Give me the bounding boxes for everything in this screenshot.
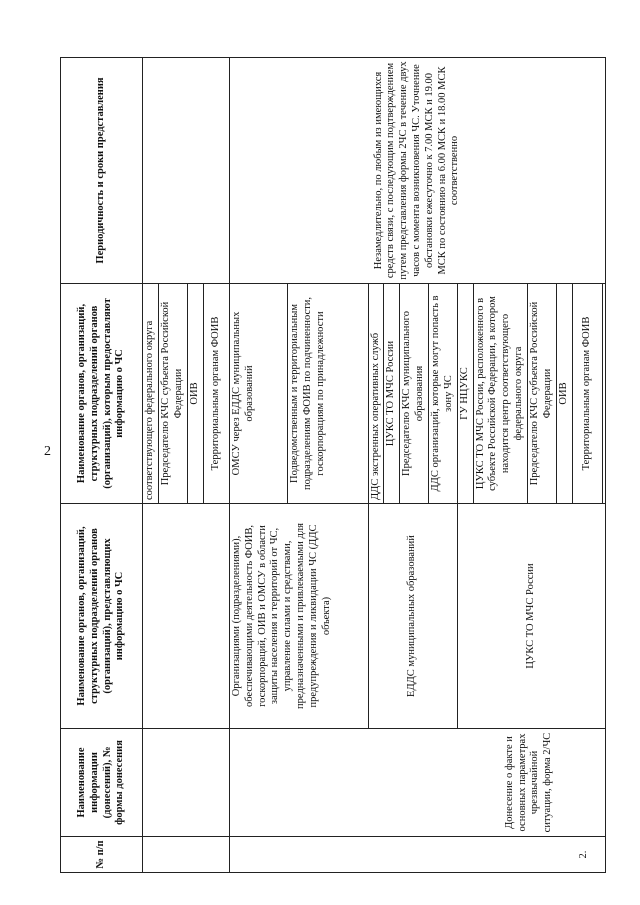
receiver-cell: Территориальным органам ФОИВ (203, 284, 229, 504)
receiver-cell: ГУ НЦУКС (457, 284, 473, 504)
receiver-cell: Подведомственным и территориальным подразделениям ФОИВ по подчиненности, госкорпорациям по принадлежности (288, 284, 368, 504)
report-name: Донесение о факте и основных параметрах чрезвычайной ситуации, форма 2/ЧС (229, 729, 605, 837)
presenter-edds: ЕДДС муниципальных образований (368, 504, 457, 729)
rotated-table-page (60, 58, 606, 873)
header-num: № п/п (61, 837, 143, 873)
table-row (229, 58, 287, 873)
header-presenters: Наименование органов, организаций, структурных подразделений органов (организаций), представляющих информацию о ЧС (61, 504, 143, 729)
receiver-cell: ДДС организаций, которые могут попасть в зону ЧС (429, 284, 458, 504)
receiver-cell: соответствующего федерального округа (143, 284, 159, 504)
header-info: Наименование информации (донесений), № формы донесения (61, 729, 143, 837)
header-period: Периодичность и сроки представления (61, 58, 143, 284)
receiver-cell: Председателю КЧС субъекта Российской Федерации (159, 284, 188, 504)
receiver-cell: Территориальным органам ФОИВ (572, 284, 602, 504)
receiver-cell: ОИВ (556, 284, 572, 504)
receiver-cell: ЦУКС ТО МЧС России (384, 284, 400, 504)
receiver-cell: ЦУКС ТО МЧС России, расположенного в субъекте Российской Федерации, в котором находится центр соответствующего федерального округа (473, 284, 527, 504)
row-number: 2. (229, 837, 605, 873)
reporting-table (60, 57, 606, 873)
receiver-cell: ОИВ (187, 284, 203, 504)
header-row (61, 58, 143, 873)
receiver-cell: Председателю КЧС субъекта Российской Федерации (528, 284, 557, 504)
receiver-cell: Председателю КЧС муниципального образования (400, 284, 429, 504)
page-number: 2 (44, 444, 51, 459)
presenter-cuks: ЦУКС ТО МЧС России (457, 504, 605, 729)
period-cell: Незамедлительно, по любым из имеющихся средств связи, с последующим подтверждением путем представления формы 2ЧС в течение двух часов с момента возникновения ЧС. Уточнение обстановки ежесуточно к 7.00 МСК и 19.00 МСК по состоянию на 6.00 МСК и 18.00 МСК соответственно (229, 58, 605, 284)
receiver-cell: ДДС экстренных оперативных служб (368, 284, 384, 504)
table-row (143, 58, 159, 873)
presenter-org: Организациями (подразделениями), обеспечивающими деятельность ФОИВ, госкорпораций, ОИВ и ОМСУ в области защиты населения и территорий от ЧС, управление силами и средствами, предназначенными и привлекаемыми для предупреждения и ликвидации ЧС (ДДС объекта) (229, 504, 368, 729)
header-receivers: Наименование органов, организаций, структурных подразделений органов (организаций), которым предоставляют информацию о ЧС (61, 284, 143, 504)
receiver-cell: ОМСУ через ЕДДС муниципальных образований (229, 284, 287, 504)
